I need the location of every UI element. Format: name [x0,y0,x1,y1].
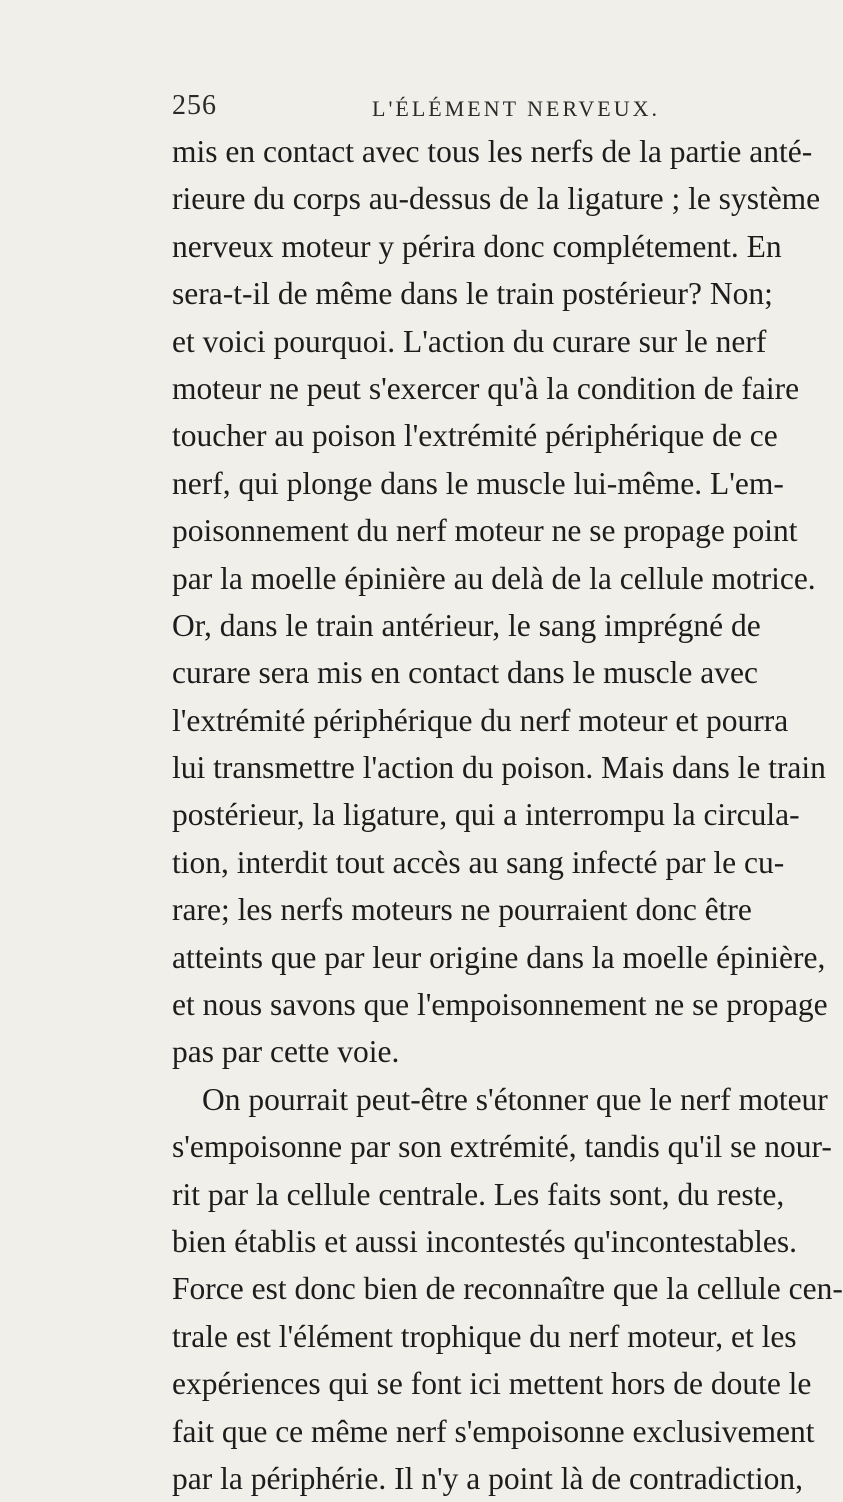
running-title: L'ÉLÉMENT NERVEUX. [372,96,660,121]
text-line: s'empoisonne par son extrémité, tandis qu'il se nour- [172,1129,832,1165]
text-line: moteur ne peut s'exercer qu'à la condition de faire [172,370,800,406]
text-line: On pourrait peut-être s'étonner que le nerf moteur [202,1081,828,1117]
text-line: sera-t-il de même dans le train postérieur? Non; [172,276,773,312]
text-line: nerveux moteur y périra donc complétement. En [172,228,782,264]
text-line: toucher au poison l'extrémité périphérique de ce [172,418,778,454]
text-line: rare; les nerfs moteurs ne pourraient donc être [172,892,752,928]
text-line: et nous savons que l'empoisonnement ne se propage [172,987,828,1023]
text-line: tion, interdit tout accès au sang infecté par le cu- [172,844,785,880]
text-line: atteints que par leur origine dans la moelle épinière, [172,939,826,975]
text-line: fait que ce même nerf s'empoisonne exclusivement [172,1413,815,1449]
text-line: postérieur, la ligature, qui a interrompu la circula- [172,797,800,833]
body-text [172,128,843,1502]
text-line: nerf, qui plonge dans le muscle lui-même. L'em- [172,465,784,501]
text-line: bien établis et aussi incontestés qu'incontestables. [172,1223,798,1259]
page-number: 256 [172,90,217,121]
text-line: mis en contact avec tous les nerfs de la partie anté- [172,134,813,169]
text-line: l'extrémité périphérique du nerf moteur et pourra [172,702,789,738]
text-line: expériences qui se font ici mettent hors de doute le [172,1366,812,1402]
text-line: et voici pourquoi. L'action du curare sur le nerf [172,323,767,359]
text-line: curare sera mis en contact dans le muscle avec [172,655,758,691]
text-line: par la moelle épinière au delà de la cellule motrice. [172,560,816,596]
text-line: poisonnement du nerf moteur ne se propage point [172,513,798,549]
text-line: pas par cette voie. [172,1034,400,1070]
text-line: Or, dans le train antérieur, le sang imprégné de [172,607,761,643]
text-line: Force est donc bien de reconnaître que la cellule cen- [172,1271,843,1307]
page-header [172,90,732,130]
text-line: rieure du corps au-dessus de la ligature ; le système [172,181,821,217]
text-line: lui transmettre l'action du poison. Mais dans le train [172,750,826,786]
text-line: par la périphérie. Il n'y a point là de contradiction, [172,1460,804,1496]
text-line: trale est l'élément trophique du nerf moteur, et les [172,1318,797,1354]
text-line: rit par la cellule centrale. Les faits sont, du reste, [172,1176,785,1212]
